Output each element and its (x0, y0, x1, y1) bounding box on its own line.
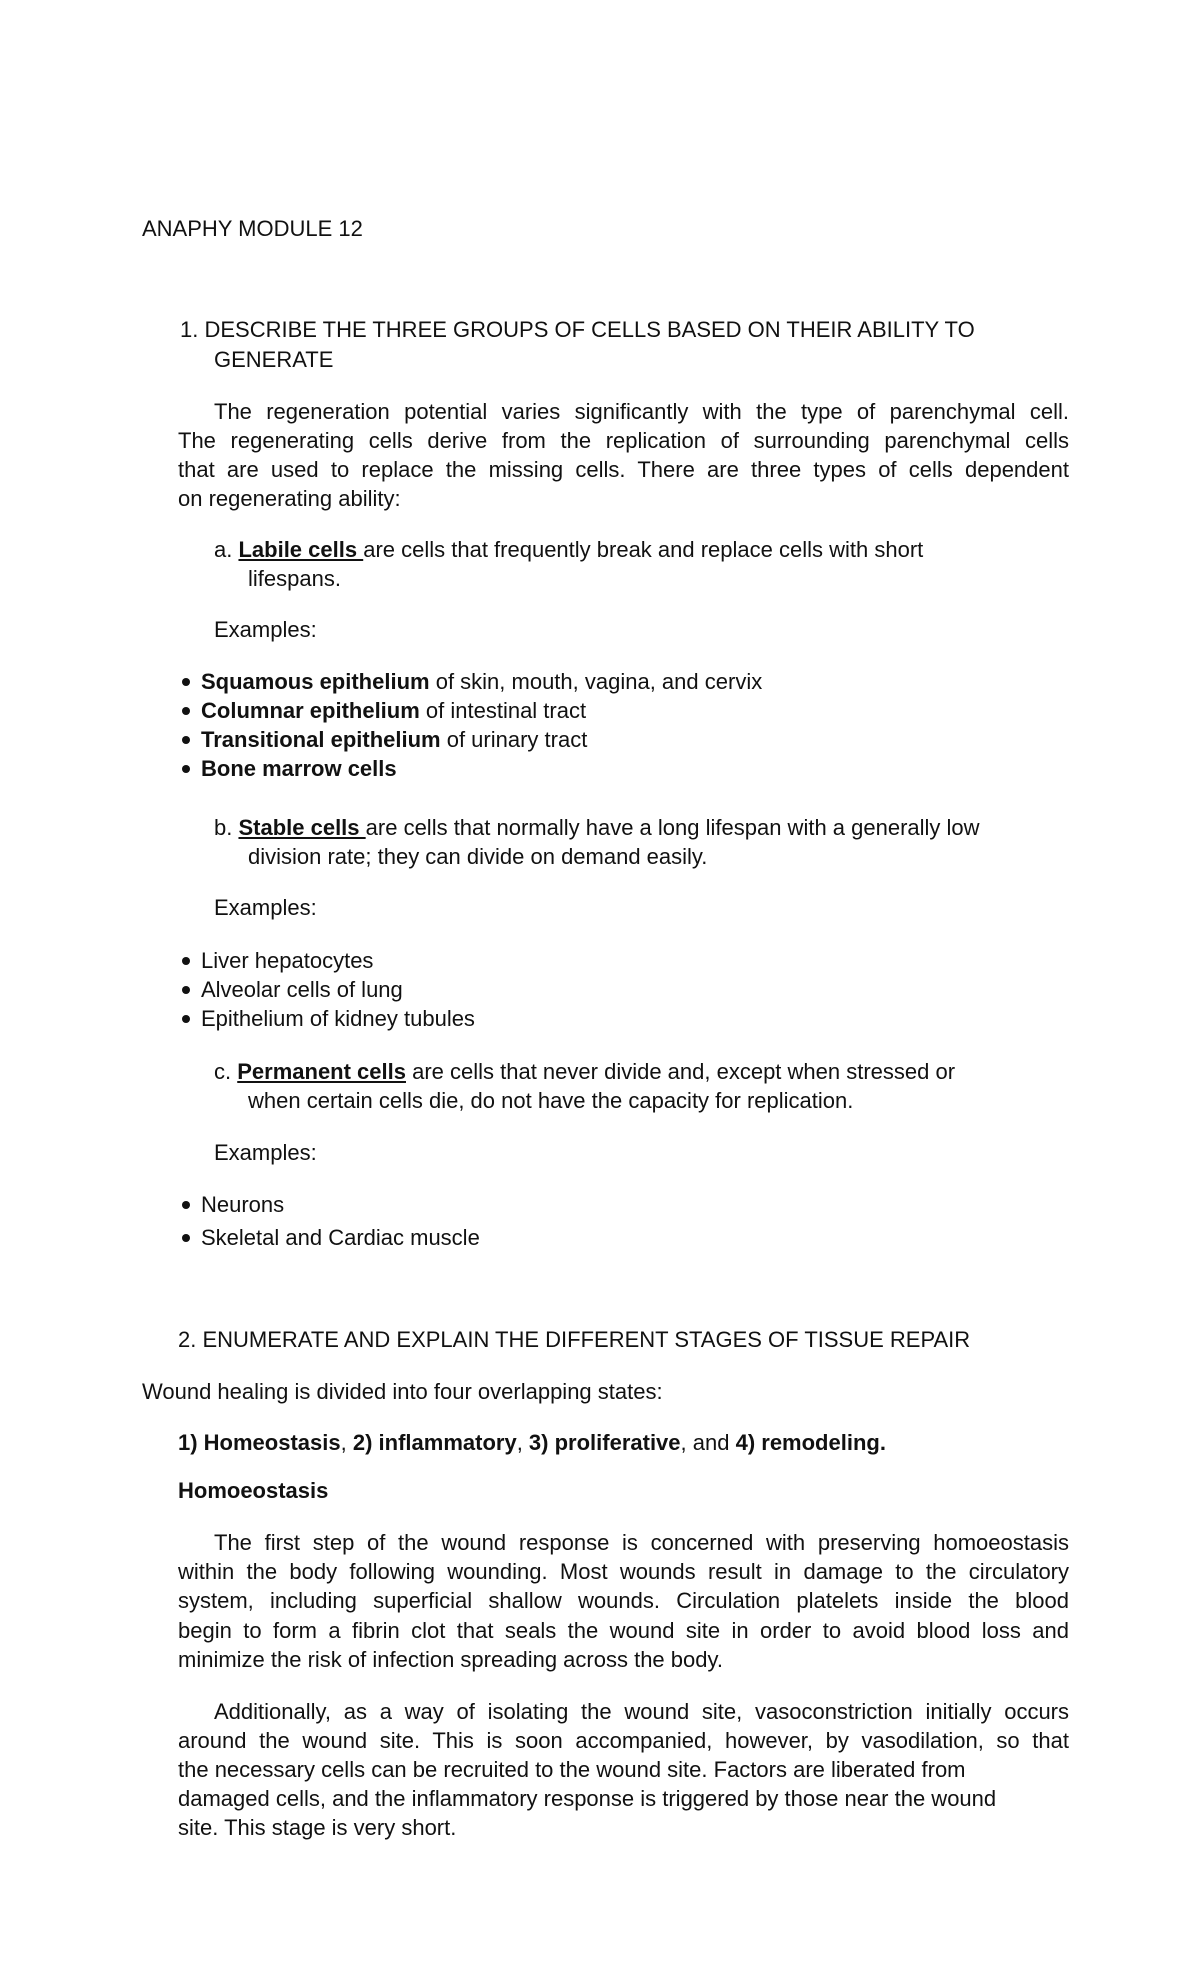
labile-examples-label: Examples: (214, 617, 317, 642)
permanent-cells-definition: c. Permanent cells are cells that never divide and, except when stressed or (214, 1059, 956, 1084)
q1-intro-line: The regenerating cells derive from the replication of surrounding parenchymal cells (178, 428, 1069, 453)
homoeostasis-para2-line: site. This stage is very short. (178, 1815, 457, 1840)
homoeostasis-para2-line: Additionally, as a way of isolating the wound site, vasoconstriction initially occurs (214, 1699, 1069, 1724)
list-item: Bone marrow cells (201, 756, 397, 781)
permanent-cells-definition-cont: when certain cells die, do not have the capacity for replication. (248, 1088, 854, 1113)
homoeostasis-para2-line: around the wound site. This is soon accompanied, however, by vasodilation, so that (178, 1728, 1069, 1753)
bullet-icon (182, 957, 190, 965)
labile-cells-term: Labile cells (238, 537, 364, 562)
bullet-icon (182, 765, 190, 773)
q2-intro: Wound healing is divided into four overlapping states: (142, 1379, 663, 1404)
healing-stages-list: 1) Homeostasis, 2) inflammatory, 3) proliferative, and 4) remodeling. (178, 1430, 886, 1455)
homoeostasis-heading: Homoeostasis (178, 1478, 329, 1503)
stable-cells-definition-cont: division rate; they can divide on demand easily. (248, 844, 708, 869)
homoeostasis-para2-line: the necessary cells can be recruited to the wound site. Factors are liberated from (178, 1757, 966, 1782)
bullet-icon (182, 1201, 190, 1209)
homoeostasis-para1-line: begin to form a fibrin clot that seals the wound site in order to avoid blood loss and (178, 1618, 1069, 1643)
bullet-icon (182, 678, 190, 686)
bullet-icon (182, 736, 190, 744)
q1-heading: 1. DESCRIBE THE THREE GROUPS OF CELLS BASED ON THEIR ABILITY TO (180, 317, 975, 342)
bullet-icon (182, 986, 190, 994)
homoeostasis-para1-line: The first step of the wound response is concerned with preserving homoeostasis (214, 1530, 1069, 1555)
list-item: Transitional epithelium of urinary tract (201, 727, 588, 752)
list-item: Squamous epithelium of skin, mouth, vagina, and cervix (201, 669, 763, 694)
q1-intro-line: on regenerating ability: (178, 486, 401, 511)
permanent-cells-term: Permanent cells (237, 1059, 406, 1084)
stable-cells-term: Stable cells (238, 815, 366, 840)
labile-cells-definition-cont: lifespans. (248, 566, 341, 591)
list-item: Liver hepatocytes (201, 948, 374, 973)
list-item: Neurons (201, 1192, 285, 1217)
bullet-icon (182, 1015, 190, 1023)
bullet-icon (182, 707, 190, 715)
labile-cells-definition: a. Labile cells are cells that frequently break and replace cells with short (214, 537, 924, 562)
list-item: Alveolar cells of lung (201, 977, 403, 1002)
homoeostasis-para1-line: minimize the risk of infection spreading across the body. (178, 1647, 723, 1672)
q1-intro-line: that are used to replace the missing cells. There are three types of cells dependent (178, 457, 1069, 482)
bullet-icon (182, 1234, 190, 1242)
stable-examples-label: Examples: (214, 895, 317, 920)
homoeostasis-para1-line: system, including superficial shallow wounds. Circulation platelets inside the blood (178, 1588, 1069, 1613)
homoeostasis-para1-line: within the body following wounding. Most wounds result in damage to the circulatory (178, 1559, 1069, 1584)
stable-cells-definition: b. Stable cells are cells that normally have a long lifespan with a generally low (214, 815, 980, 840)
list-item: Columnar epithelium of intestinal tract (201, 698, 587, 723)
document-title: ANAPHY MODULE 12 (142, 216, 363, 241)
q2-heading: 2. ENUMERATE AND EXPLAIN THE DIFFERENT STAGES OF TISSUE REPAIR (178, 1327, 971, 1352)
q1-intro-line: The regeneration potential varies significantly with the type of parenchymal cell. (214, 399, 1069, 424)
list-item: Skeletal and Cardiac muscle (201, 1225, 480, 1250)
q1-heading-cont: GENERATE (214, 347, 334, 372)
list-item: Epithelium of kidney tubules (201, 1006, 475, 1031)
homoeostasis-para2-line: damaged cells, and the inflammatory response is triggered by those near the wound (178, 1786, 997, 1811)
permanent-examples-label: Examples: (214, 1140, 317, 1165)
